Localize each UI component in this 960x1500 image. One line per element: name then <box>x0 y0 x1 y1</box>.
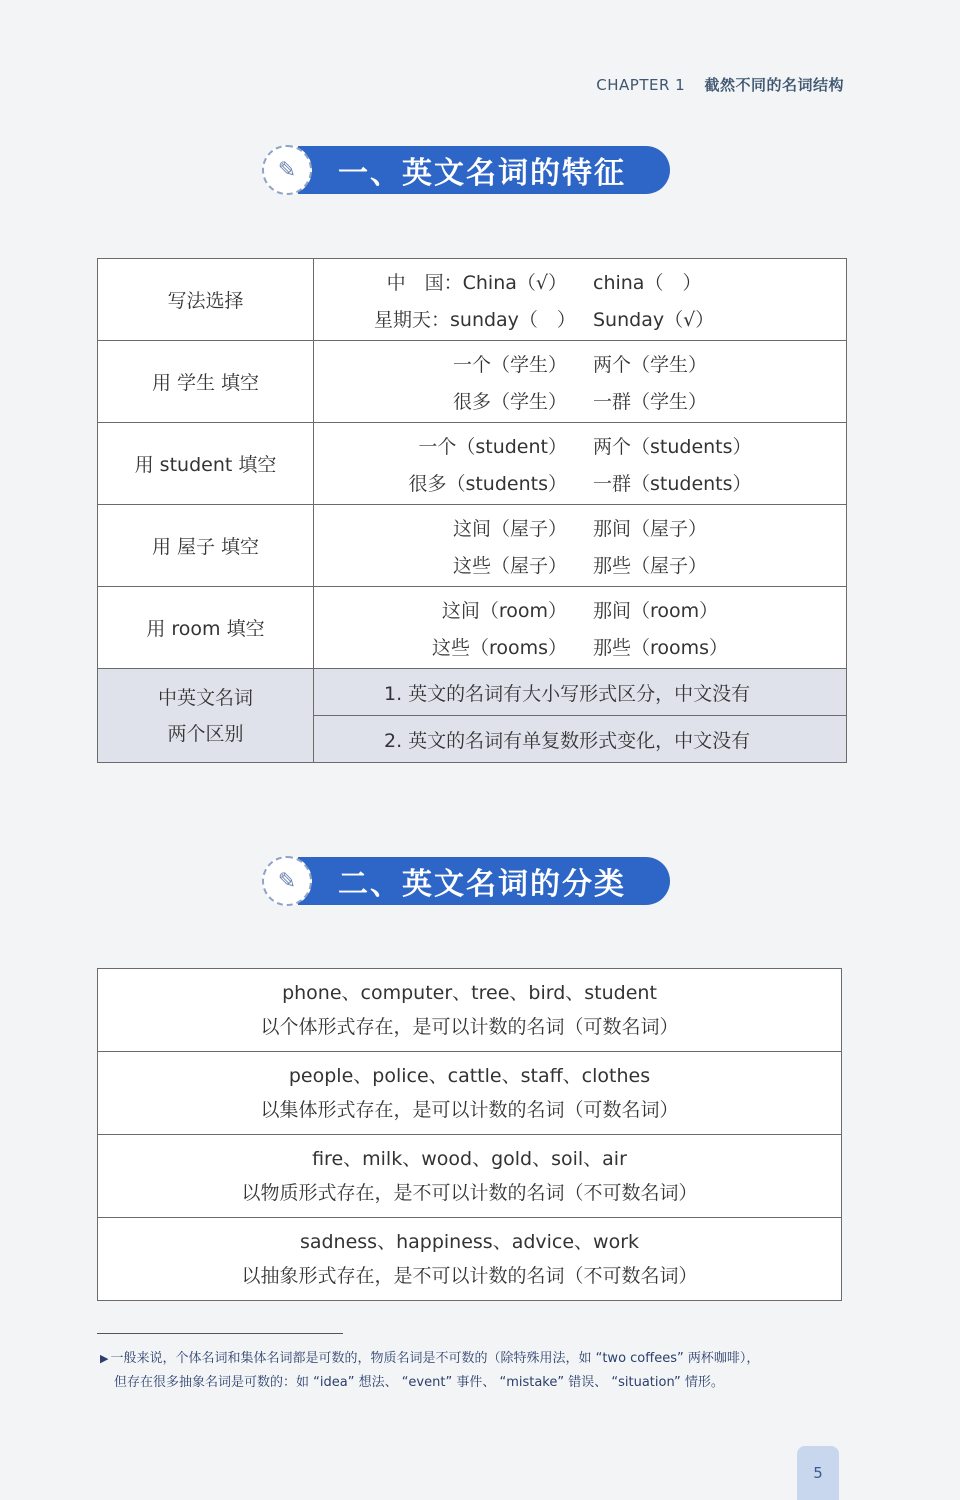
table-row <box>98 341 847 423</box>
table-row <box>98 1052 842 1135</box>
category-description: 以抽象形式存在，是不可以计数的名词（不可数名词） <box>241 1265 698 1287</box>
table-row <box>98 969 842 1052</box>
category-examples: sadness、happiness、advice、work <box>299 1231 640 1253</box>
differences-label-line-2: 两个区别 <box>167 722 244 745</box>
row-content <box>314 505 847 587</box>
example-cell: china（ ） <box>593 271 702 294</box>
category-description: 以集体形式存在，是可以计数的名词（可数名词） <box>260 1099 679 1121</box>
category-cell <box>98 969 842 1052</box>
difference-item: 1. 英文的名词有大小写形式区分，中文没有 <box>384 682 751 705</box>
differences-label <box>98 669 314 763</box>
example-cell: 两个（students） <box>593 435 752 458</box>
row-label: 用 student 填空 <box>98 423 314 505</box>
table-row <box>98 1218 842 1301</box>
page-number: 5 <box>797 1446 839 1500</box>
example-cell: Sunday（√） <box>593 308 715 331</box>
section-1-banner <box>262 144 670 196</box>
example-cell: 这些（屋子） <box>452 554 567 577</box>
example-cell: 很多（学生） <box>452 390 567 413</box>
differences-row <box>98 669 847 763</box>
example-cell: 这间（room） <box>441 599 567 622</box>
footnote <box>100 1347 860 1395</box>
compass-icon: ✎ <box>262 145 312 195</box>
classification-table <box>97 968 842 1301</box>
chapter-title: 截然不同的名词结构 <box>704 76 844 94</box>
row-content <box>314 341 847 423</box>
chapter-label: CHAPTER 1 <box>596 76 686 94</box>
differences-label-line-1: 中英文名词 <box>157 686 253 709</box>
row-content <box>314 259 847 341</box>
row-label: 用 学生 填空 <box>98 341 314 423</box>
difference-item: 2. 英文的名词有单复数形式变化，中文没有 <box>314 715 846 762</box>
table-row <box>98 423 847 505</box>
row-content <box>314 423 847 505</box>
table-row <box>98 1135 842 1218</box>
features-table <box>97 258 847 763</box>
row-label: 写法选择 <box>98 259 314 341</box>
example-cell: 这间（屋子） <box>452 517 567 540</box>
section-1-title: 一、英文名词的特征 <box>298 146 670 194</box>
category-cell <box>98 1135 842 1218</box>
section-2-title: 二、英文名词的分类 <box>298 857 670 905</box>
footnote-line-1: 一般来说，个体名词和集体名词都是可数的，物质名词是不可数的（除特殊用法，如 “two coffees” 两杯咖啡）， <box>110 1351 760 1366</box>
section-2-banner <box>262 855 670 907</box>
category-cell <box>98 1052 842 1135</box>
row-label: 用 屋子 填空 <box>98 505 314 587</box>
category-description: 以个体形式存在，是可以计数的名词（可数名词） <box>260 1016 679 1038</box>
table-row <box>98 259 847 341</box>
example-cell: 那间（room） <box>593 599 719 622</box>
example-cell: 那间（屋子） <box>593 517 708 540</box>
footnote-divider <box>97 1333 343 1334</box>
example-cell: 很多（students） <box>408 472 567 495</box>
example-cell: 那些（rooms） <box>593 636 729 659</box>
category-description: 以物质形式存在，是不可以计数的名词（不可数名词） <box>241 1182 698 1204</box>
category-examples: people、police、cattle、staff、clothes <box>288 1065 651 1087</box>
category-examples: fire、milk、wood、gold、soil、air <box>312 1148 627 1170</box>
example-cell: 这些（rooms） <box>431 636 567 659</box>
row-label: 用 room 填空 <box>98 587 314 669</box>
example-cell: 那些（屋子） <box>593 554 708 577</box>
table-row <box>98 505 847 587</box>
example-cell: 一群（学生） <box>593 390 708 413</box>
differences-content <box>314 669 847 763</box>
running-header <box>596 74 844 95</box>
row-content <box>314 587 847 669</box>
example-cell: 星期天：sunday（ ） <box>374 308 576 331</box>
table-row <box>98 587 847 669</box>
triangle-bullet-icon: ▶ <box>100 1352 109 1365</box>
example-cell: 一个（学生） <box>452 353 567 376</box>
footnote-line-2: 但存在很多抽象名词是可数的：如 “idea” 想法、 “event” 事件、 “mistake” 错误、 “situation” 情形。 <box>114 1375 724 1390</box>
example-cell: 一群（students） <box>593 472 752 495</box>
compass-icon: ✎ <box>262 856 312 906</box>
category-examples: phone、computer、tree、bird、student <box>282 982 657 1004</box>
example-cell: 两个（学生） <box>593 353 708 376</box>
category-cell <box>98 1218 842 1301</box>
example-cell: 一个（student） <box>418 435 567 458</box>
example-cell: 中 国：China（√） <box>386 271 567 294</box>
